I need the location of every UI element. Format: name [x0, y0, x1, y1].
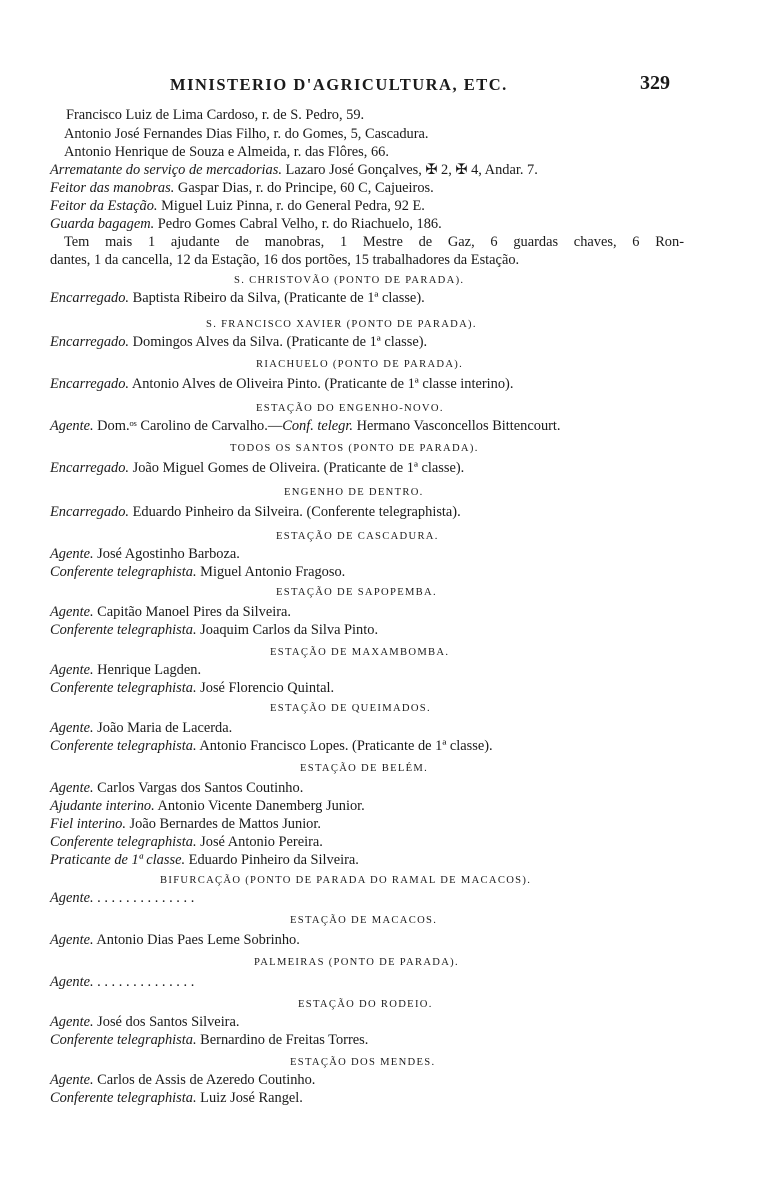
role-label: Agente. — [50, 604, 94, 620]
entry-text: Domingos Alves da Silva. (Praticante de 1ª classe). — [129, 334, 428, 350]
section-heading — [290, 1054, 435, 1071]
entry-text: Tem mais 1 ajudante de manobras, 1 Mestre de Gaz, 6 guardas chaves, 6 Ron- — [64, 234, 684, 250]
section-heading — [298, 996, 433, 1013]
section-heading — [160, 872, 531, 889]
entry-text: S. CHRISTOVÃO (PONTO DE PARADA). — [234, 275, 465, 286]
role-label: Encarregado. — [50, 334, 130, 350]
role-label: Guarda bagagem. — [50, 216, 155, 232]
entry-text: Miguel Luiz Pinna, r. do General Pedra, 92 E. — [157, 198, 425, 214]
text-line — [50, 334, 427, 351]
entry-text: Carlos Vargas dos Santos Coutinho. — [93, 780, 304, 796]
entry-text: Miguel Antonio Fragoso. — [196, 564, 346, 580]
entry-text: Bernardino de Freitas Torres. — [196, 1032, 369, 1048]
entry-text: ESTAÇÃO DE SAPOPEMBA. — [276, 587, 437, 598]
entry-text: Pedro Gomes Cabral Velho, r. do Riachuelo, 186. — [154, 216, 442, 232]
section-heading — [270, 700, 431, 717]
section-heading — [234, 272, 464, 289]
section-heading — [300, 760, 428, 777]
entry-text: Capitão Manoel Pires da Silveira. — [93, 604, 291, 620]
entry-text: RIACHUELO (PONTO DE PARADA). — [256, 359, 464, 370]
text-line — [50, 974, 194, 991]
text-line — [50, 546, 240, 563]
text-line — [50, 622, 378, 639]
entry-text: José Agostinho Barboza. — [93, 546, 240, 562]
section-heading — [270, 644, 449, 661]
entry-text: . . . . . . . . . . . . . . — [93, 890, 195, 906]
text-line — [50, 162, 538, 179]
entry-text: Antonio Henrique de Souza e Almeida, r. das Flôres, 66. — [64, 144, 389, 160]
entry-text: ESTAÇÃO DE MAXAMBOMBA. — [270, 647, 450, 658]
entry-text: ENGENHO DE DENTRO. — [284, 487, 424, 498]
role-label: Fiel interino. — [50, 816, 126, 832]
text-line — [50, 816, 321, 833]
entry-text: dantes, 1 da cancella, 12 da Estação, 16 dos portões, 15 trabalhadores da Estação. — [50, 252, 520, 268]
text-line — [50, 798, 365, 815]
text-line — [50, 852, 359, 869]
role-label: Agente. — [50, 974, 94, 990]
text-line — [66, 107, 364, 124]
text-line — [50, 604, 291, 621]
role-label: Conferente telegraphista. — [50, 1032, 197, 1048]
text-line — [50, 780, 303, 797]
section-heading — [256, 400, 444, 417]
entry-text: Luiz José Rangel. — [196, 1090, 303, 1106]
entry-text: Antonio Alves de Oliveira Pinto. (Praticante de 1ª classe interino). — [129, 376, 514, 392]
entry-text: Eduardo Pinheiro da Silveira. (Conferente telegraphista). — [129, 504, 461, 520]
entry-text: S. FRANCISCO XAVIER (PONTO DE PARADA). — [206, 319, 477, 330]
text-line — [50, 1014, 239, 1031]
text-line — [50, 890, 194, 907]
entry-text: ESTAÇÃO DE CASCADURA. — [276, 531, 439, 542]
text-line — [64, 126, 429, 143]
text-line — [50, 216, 442, 233]
entry-text: Carlos de Assis de Azeredo Coutinho. — [93, 1072, 316, 1088]
entry-text: Gaspar Dias, r. do Principe, 60 C, Cajueiros. — [174, 180, 434, 196]
entry-text: ESTAÇÃO DOS MENDES. — [290, 1057, 436, 1068]
role-label: Encarregado. — [50, 290, 130, 306]
text-line — [64, 144, 389, 161]
role-label: Conferente telegraphista. — [50, 738, 197, 754]
role-label: Praticante de 1ª classe. — [50, 852, 186, 868]
role-label: Conferente telegraphista. — [50, 622, 197, 638]
text-line — [50, 180, 434, 197]
entry-text: Antonio José Fernandes Dias Filho, r. do Gomes, 5, Cascadura. — [64, 126, 429, 142]
entry-text: Dom.ᵒˢ Carolino de Carvalho.— — [93, 418, 283, 434]
entry-text: BIFURCAÇÃO (PONTO DE PARADA DO RAMAL DE MACACOS). — [160, 875, 532, 886]
role-label: Agente. — [50, 890, 94, 906]
entry-text: ESTAÇÃO DE BELÉM. — [300, 763, 429, 774]
text-line — [50, 564, 345, 581]
role-label: Agente. — [50, 720, 94, 736]
entry-text: Francisco Luiz de Lima Cardoso, r. de S. Pedro, 59. — [66, 107, 365, 123]
role-label: Feitor das manobras. — [50, 180, 175, 196]
role-label: Conf. telegr. — [282, 418, 353, 434]
role-label: Agente. — [50, 662, 94, 678]
text-line — [50, 932, 300, 949]
text-line — [50, 418, 561, 435]
entry-text: Hermano Vasconcellos Bittencourt. — [352, 418, 561, 434]
section-heading — [230, 440, 479, 457]
role-label: Conferente telegraphista. — [50, 1090, 197, 1106]
entry-text: Eduardo Pinheiro da Silveira. — [185, 852, 359, 868]
entry-text: Joaquim Carlos da Silva Pinto. — [196, 622, 379, 638]
entry-text: Antonio Francisco Lopes. (Praticante de 1ª classe). — [196, 738, 493, 754]
section-heading — [254, 954, 459, 971]
role-label: Arrematante do serviço de mercadorias. — [50, 162, 282, 178]
entry-text: José Antonio Pereira. — [196, 834, 323, 850]
role-label: Encarregado. — [50, 376, 130, 392]
section-heading — [284, 484, 424, 501]
role-label: Encarregado. — [50, 460, 130, 476]
role-label: Agente. — [50, 1072, 94, 1088]
text-line — [50, 662, 201, 679]
text-line — [50, 1032, 368, 1049]
entry-text: João Maria de Lacerda. — [93, 720, 233, 736]
role-label: Conferente telegraphista. — [50, 680, 197, 696]
role-label: Agente. — [50, 1014, 94, 1030]
entry-text: José dos Santos Silveira. — [93, 1014, 240, 1030]
text-line — [50, 504, 461, 521]
section-heading — [276, 584, 437, 601]
role-label: Agente. — [50, 418, 94, 434]
text-line — [50, 376, 513, 393]
section-heading — [206, 316, 477, 333]
text-line — [50, 1072, 315, 1089]
entry-text: ESTAÇÃO DE MACACOS. — [290, 915, 438, 926]
role-label: Ajudante interino. — [50, 798, 155, 814]
role-label: Agente. — [50, 780, 94, 796]
role-label: Encarregado. — [50, 504, 130, 520]
section-heading — [290, 912, 437, 929]
role-label: Conferente telegraphista. — [50, 564, 197, 580]
text-line — [50, 1090, 303, 1107]
role-label: Conferente telegraphista. — [50, 834, 197, 850]
entry-text: . . . . . . . . . . . . . . — [93, 974, 195, 990]
text-line — [50, 680, 334, 697]
page-number: 329 — [640, 72, 670, 94]
role-label: Agente. — [50, 546, 94, 562]
entry-text: PALMEIRAS (PONTO DE PARADA). — [254, 957, 459, 968]
entry-text: Lazaro José Gonçalves, ✠ 2, ✠ 4, Andar. 7. — [281, 162, 538, 178]
text-line — [64, 234, 684, 251]
text-line — [50, 460, 464, 477]
role-label: Agente. — [50, 932, 94, 948]
running-title: MINISTERIO D'AGRICULTURA, ETC. — [170, 75, 508, 94]
text-line — [50, 834, 323, 851]
entry-text: José Florencio Quintal. — [196, 680, 335, 696]
entry-text: Baptista Ribeiro da Silva, (Praticante de 1ª classe). — [129, 290, 425, 306]
entry-text: Antonio Dias Paes Leme Sobrinho. — [93, 932, 300, 948]
entry-text: João Bernardes de Mattos Junior. — [125, 816, 321, 832]
role-label: Feitor da Estação. — [50, 198, 158, 214]
entry-text: Antonio Vicente Danemberg Junior. — [154, 798, 365, 814]
page-header — [0, 72, 757, 99]
entry-text: TODOS OS SANTOS (PONTO DE PARADA). — [230, 443, 479, 454]
section-heading — [276, 528, 439, 545]
text-line — [50, 720, 232, 737]
text-line — [50, 738, 493, 755]
text-line — [50, 290, 425, 307]
text-line — [50, 198, 425, 215]
entry-text: Henrique Lagden. — [93, 662, 202, 678]
entry-text: ESTAÇÃO DE QUEIMADOS. — [270, 703, 431, 714]
section-heading — [256, 356, 463, 373]
entry-text: João Miguel Gomes de Oliveira. (Praticante de 1ª classe). — [129, 460, 465, 476]
entry-text: ESTAÇÃO DO RODEIO. — [298, 999, 433, 1010]
entry-text: ESTAÇÃO DO ENGENHO-NOVO. — [256, 403, 444, 414]
text-line — [50, 252, 519, 269]
